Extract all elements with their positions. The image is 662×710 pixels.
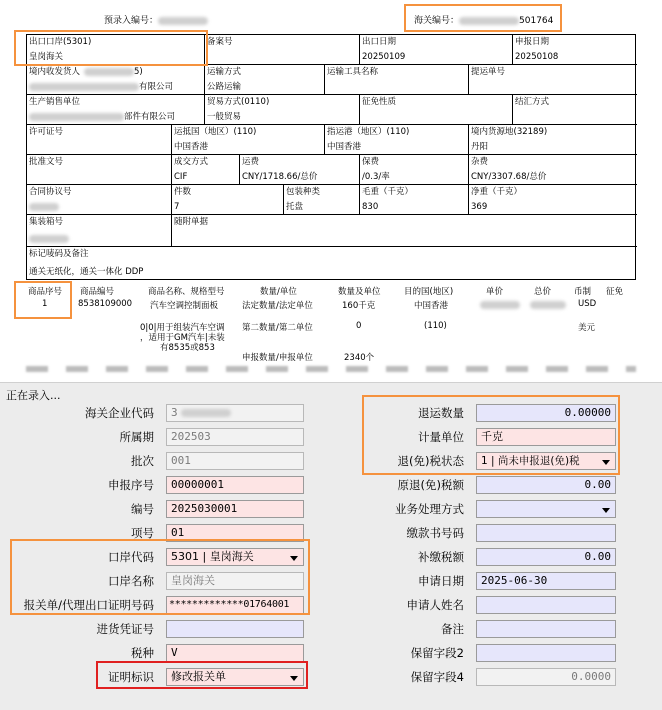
cell-trade: 贸易方式(0110) 一般贸易: [205, 95, 360, 125]
biz-select[interactable]: [476, 500, 616, 518]
enterprise-code-field[interactable]: 3: [166, 404, 304, 422]
decl-no-label: 报关单/代理出口证明号码: [23, 598, 154, 612]
cell-consignor: 境内收发货人 5) 有限公司: [27, 65, 205, 95]
redacted-mask: [480, 301, 520, 309]
apply-seq-label: 申报序号: [108, 478, 154, 492]
cell-export-date: 出口日期 20250109: [360, 35, 513, 65]
pre-entry-number: 预录入编号：: [104, 13, 208, 26]
cell-declare-date: 申报日期 20250108: [513, 35, 637, 65]
redacted-mask: [29, 113, 124, 121]
cert-select[interactable]: 修改报关单: [166, 668, 304, 686]
status-text: 正在录入...: [6, 389, 61, 402]
redacted-mask: [530, 301, 566, 309]
refund-qty-field[interactable]: 0.00000: [476, 404, 616, 422]
cell-goods-source: 境内货源地(32189) 丹阳: [469, 125, 637, 155]
cell-dest-country: 运抵国（地区）(110) 中国香港: [172, 125, 325, 155]
payment-label: 缴款书号码: [406, 526, 464, 540]
cell-dest-port: 指运港（地区）(110) 中国香港: [325, 125, 469, 155]
cut-off-row: [26, 366, 636, 372]
cell-insurance: 保费 /0.3/率: [360, 155, 469, 185]
cell-tax-nature: 征免性质: [360, 95, 513, 125]
tax-status-label: 退(免)税状态: [397, 454, 464, 468]
applicant-label: 申请人姓名: [406, 598, 464, 612]
batch-field[interactable]: 001: [166, 452, 304, 470]
cell-approval: 批准文号: [27, 155, 172, 185]
redacted-mask: [29, 203, 59, 211]
highlight-goods-seq: [14, 281, 72, 319]
biz-label: 业务处理方式: [395, 502, 464, 516]
remark-label: 备注: [441, 622, 464, 636]
supp-tax-field[interactable]: 0.00: [476, 548, 616, 566]
apply-seq-field[interactable]: 00000001: [166, 476, 304, 494]
number-field[interactable]: 2025030001: [166, 500, 304, 518]
decl-no-field[interactable]: *************01764001: [166, 596, 304, 614]
period-field[interactable]: 202503: [166, 428, 304, 446]
entry-form: [0, 382, 662, 710]
remark-field[interactable]: [476, 620, 616, 638]
cell-gross-weight: 毛重（千克） 830: [360, 185, 469, 215]
redacted-mask: [181, 409, 231, 417]
payment-field[interactable]: [476, 524, 616, 542]
cell-freight: 运费 CNY/1718.66/总价: [240, 155, 360, 185]
highlight-export-port: [14, 30, 208, 66]
tax-type-label: 税种: [131, 646, 154, 660]
highlight-refund-group: [362, 395, 620, 475]
highlight-port-group: [10, 539, 310, 615]
cell-misc: 杂费 CNY/3307.68/总价: [469, 155, 637, 185]
orig-tax-label: 原退(免)税额: [397, 478, 464, 492]
cell-transport: 运输方式 公路运输: [205, 65, 325, 95]
batch-label: 批次: [131, 454, 154, 468]
apply-date-label: 申请日期: [418, 574, 464, 588]
apply-date-field[interactable]: 2025-06-30: [476, 572, 616, 590]
customs-declaration-preview: 预录入编号： 海关编号： 501764 出口口岸(5301) 皇岗海关 备案号 出口日期 20250109 申报日期 20250108 境内收发货人 5) 有限公司 运输方式 公路运输 运输工具名称 提运单号 生产销售单位 部件有限公司 贸易方式(0110) 一般贸易 征免性质 结汇方式 许可证号 运抵国（地区）(110) 中国香港 指运港（地区）(110) 中国香港 境内货源地(32189) 丹阳 批准文号 成交方式 CIF 运费 CNY/1718.66/总价 保费 /0.3/率 杂费 CNY/3307.68/总价 合同协议号 件数 7 包装种类 托盘 毛重（千克） 830 净重（千克） 369 集装箱号 随附单据 标记唛码及备注 通关无纸化，通关一体化 DDP 商品序号 商品编号 商品名称、规格型号 数量/单位 数量及单位 目的国(地区) 单价 总价 币制 征免 1 8538109000 汽车空调控制面板 法定数量/法定单位 160千克 中国香港 USD 0|0|用于组装汽车空调 ，适用于GM汽车|未装 有8535或853 第二数量/第二单位 0 (110) 美元 申报数量/申报单位 2340个: [0, 0, 662, 382]
cell-marks: 标记唛码及备注 通关无纸化，通关一体化 DDP: [29, 249, 144, 277]
period-label: 所属期: [119, 430, 154, 444]
redacted-mask: [158, 17, 208, 25]
refund-qty-label: 退运数量: [418, 406, 464, 420]
cell-settlement: 结汇方式: [513, 95, 637, 125]
cell-vehicle: 运输工具名称: [325, 65, 469, 95]
item-label: 项号: [131, 526, 154, 540]
number-label: 编号: [131, 502, 154, 516]
reserve4-field[interactable]: 0.0000: [476, 668, 616, 686]
customs-number: 海关编号： 501764: [414, 16, 554, 26]
cell-producer: 生产销售单位 部件有限公司: [27, 95, 205, 125]
redacted-mask: [29, 83, 139, 91]
cell-record-no: 备案号: [205, 35, 360, 65]
goods-header: 商品序号 商品编号 商品名称、规格型号 数量/单位 数量及单位 目的国(地区) 单价 总价 币制 征免: [28, 287, 624, 297]
cell-container: 集装箱号: [27, 215, 172, 247]
purchase-field[interactable]: [166, 620, 304, 638]
reserve4-label: 保留字段4: [410, 670, 464, 684]
redacted-mask: [29, 235, 69, 243]
cell-docs: 随附单据: [172, 215, 637, 247]
item-field[interactable]: 01: [166, 524, 304, 542]
unit-label: 计量单位: [418, 430, 464, 444]
highlight-cert: [96, 661, 308, 689]
port-name-field[interactable]: 皇岗海关: [166, 572, 304, 590]
tax-status-select[interactable]: 1 | 尚未申报退(免)税: [476, 452, 616, 470]
unit-field[interactable]: 千克: [476, 428, 616, 446]
highlight-customs-number: [404, 4, 562, 32]
redacted-mask: [84, 68, 134, 76]
cell-contract: 合同协议号: [27, 185, 172, 215]
cell-deal: 成交方式 CIF: [172, 155, 240, 185]
purchase-label: 进货凭证号: [96, 622, 154, 636]
orig-tax-field[interactable]: 0.00: [476, 476, 616, 494]
applicant-field[interactable]: [476, 596, 616, 614]
cell-net-weight: 净重（千克） 369: [469, 185, 637, 215]
reserve2-field[interactable]: [476, 644, 616, 662]
cell-package: 包装种类 托盘: [284, 185, 360, 215]
cell-export-port: 出口口岸(5301) 皇岗海关: [27, 35, 205, 65]
supp-tax-label: 补缴税额: [418, 550, 464, 564]
declaration-grid: [26, 34, 636, 280]
cert-label: 证明标识: [108, 670, 154, 684]
port-code-select[interactable]: 5301 | 皇岗海关: [166, 548, 304, 566]
cell-license: 许可证号: [27, 125, 172, 155]
port-name-label: 口岸名称: [108, 574, 154, 588]
cell-bill: 提运单号: [469, 65, 637, 95]
reserve2-label: 保留字段2: [410, 646, 464, 660]
tax-type-field[interactable]: V: [166, 644, 304, 662]
enterprise-code-label: 海关企业代码: [85, 406, 154, 420]
port-code-label: 口岸代码: [108, 550, 154, 564]
cell-pieces: 件数 7: [172, 185, 284, 215]
